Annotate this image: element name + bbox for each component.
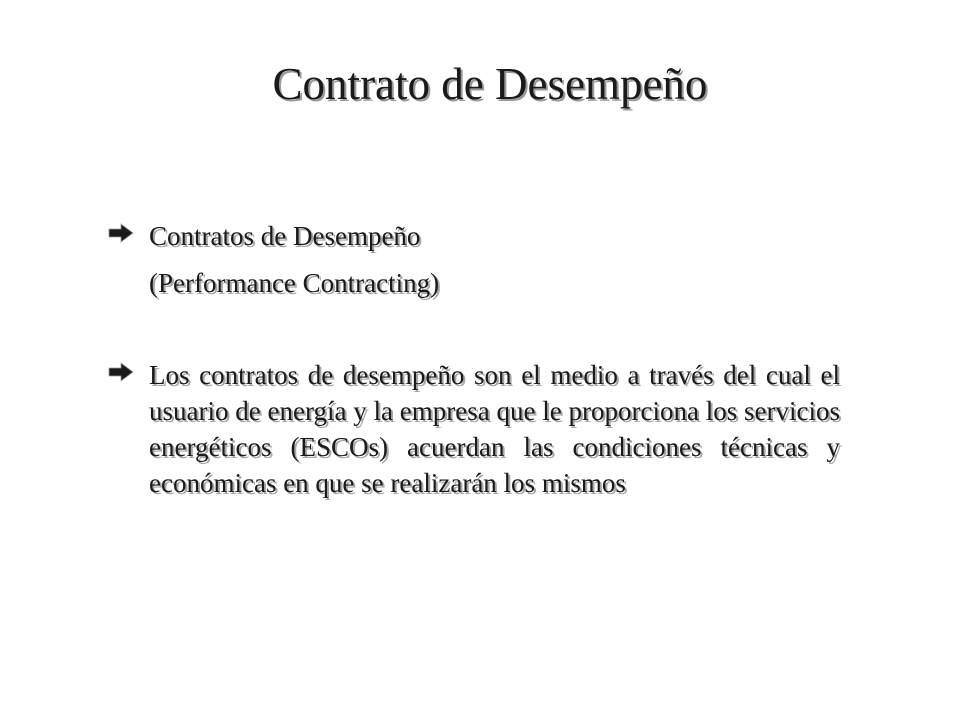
slide-title: Contrato de Desempeño [272,59,708,109]
bullet-item-1 [108,218,840,301]
arrow-right-icon [108,362,134,382]
bullet-1-line-2: (Performance Contracting) [149,268,440,298]
bullet-1-line-1: Contratos de Desempeño [149,221,421,251]
bullet-text-2: Los contratos de desempeño son el medio a través del cual el usuario de energía y la empresa que le proporciona los servicios energéticos (ESCOs) acuerdan las condiciones técnicas y económicas en que se realizarán los mismos [149,360,840,498]
arrow-right-icon [108,223,134,243]
bullet-item-2 [108,357,840,501]
bullet-text-1 [149,218,840,301]
